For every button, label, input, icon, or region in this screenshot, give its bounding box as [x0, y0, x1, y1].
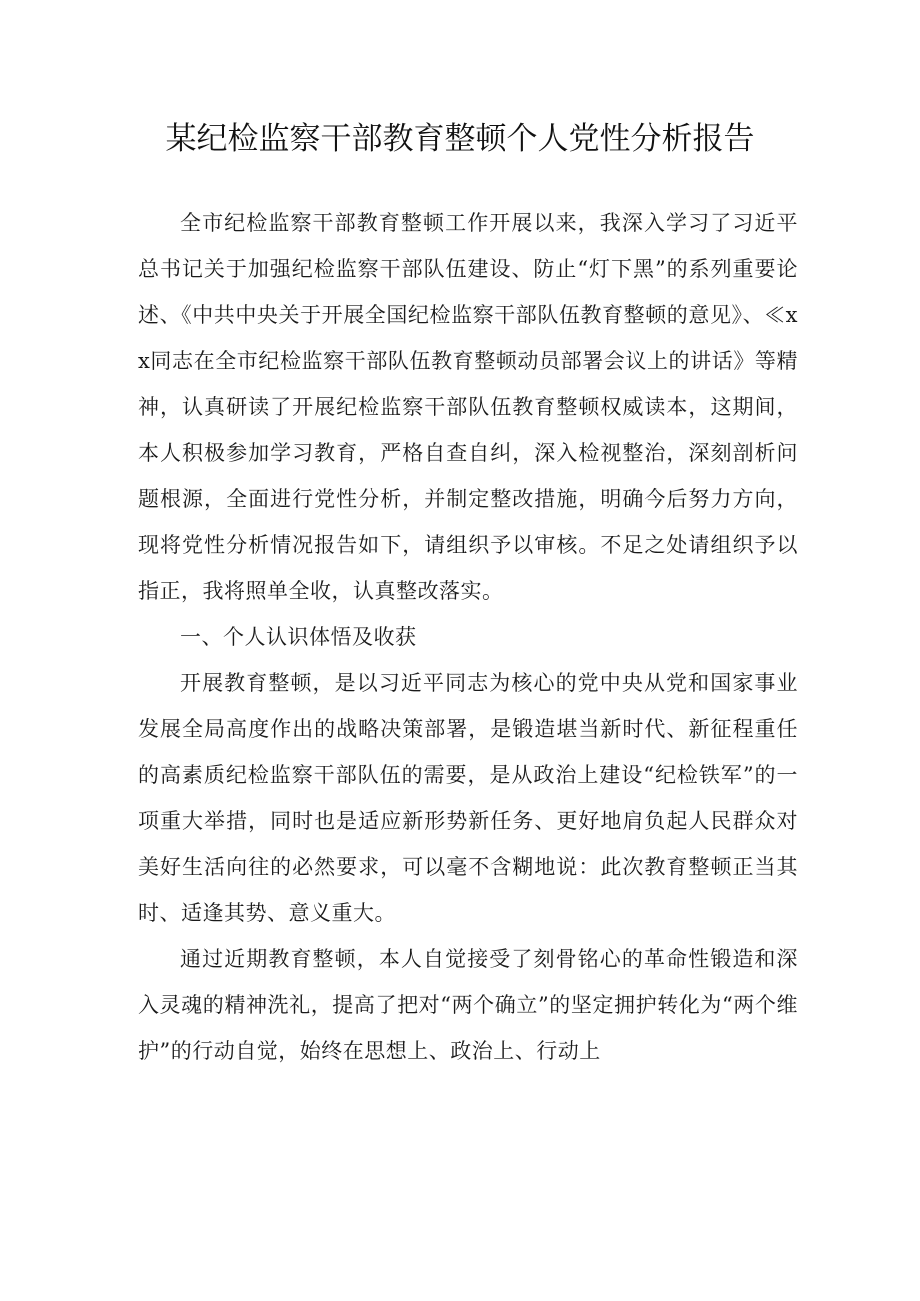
- document-body: [138, 200, 798, 1074]
- document-title: 某纪检监察干部教育整顿个人党性分析报告: [165, 121, 755, 157]
- section-heading-1: 一、个人认识体悟及收获: [180, 625, 417, 649]
- body-paragraph: 开展教育整顿，是以习近平同志为核心的党中央从党和国家事业发展全局高度作出的战略决策部署，是锻造堪当新时代、新征程重任的高素质纪检监察干部队伍的需要，是从政治上建设“纪检铁军”的一项重大举措，同时也是适应新形势新任务、更好地肩负起人民群众对美好生活向往的必然要求，可以毫不含糊地说：此次教育整顿正当其时、适逢其势、意义重大。: [138, 671, 798, 925]
- body-paragraph: 通过近期教育整顿，本人自觉接受了刻骨铭心的革命性锻造和深入灵魂的精神洗礼，提高了把对“两个确立”的坚定拥护转化为“两个维护”的行动自觉，始终在思想上、政治上、行动上: [138, 947, 798, 1063]
- intro-paragraph: 全市纪检监察干部教育整顿工作开展以来，我深入学习了习近平总书记关于加强纪检监察干部队伍建设、防止“灯下黑”的系列重要论述、《中共中央关于开展全国纪检监察干部队伍教育整顿的意见》、≪xx同志在全市纪检监察干部队伍教育整顿动员部署会议上的讲话》等精神，认真研读了开展纪检监察干部队伍教育整顿权威读本，这期间，本人积极参加学习教育，严格自查自纠，深入检视整治，深刻剖析问题根源，全面进行党性分析，并制定整改措施，明确今后努力方向，现将党性分析情况报告如下，请组织予以审核。不足之处请组织予以指正，我将照单全收，认真整改落实。: [138, 211, 798, 603]
